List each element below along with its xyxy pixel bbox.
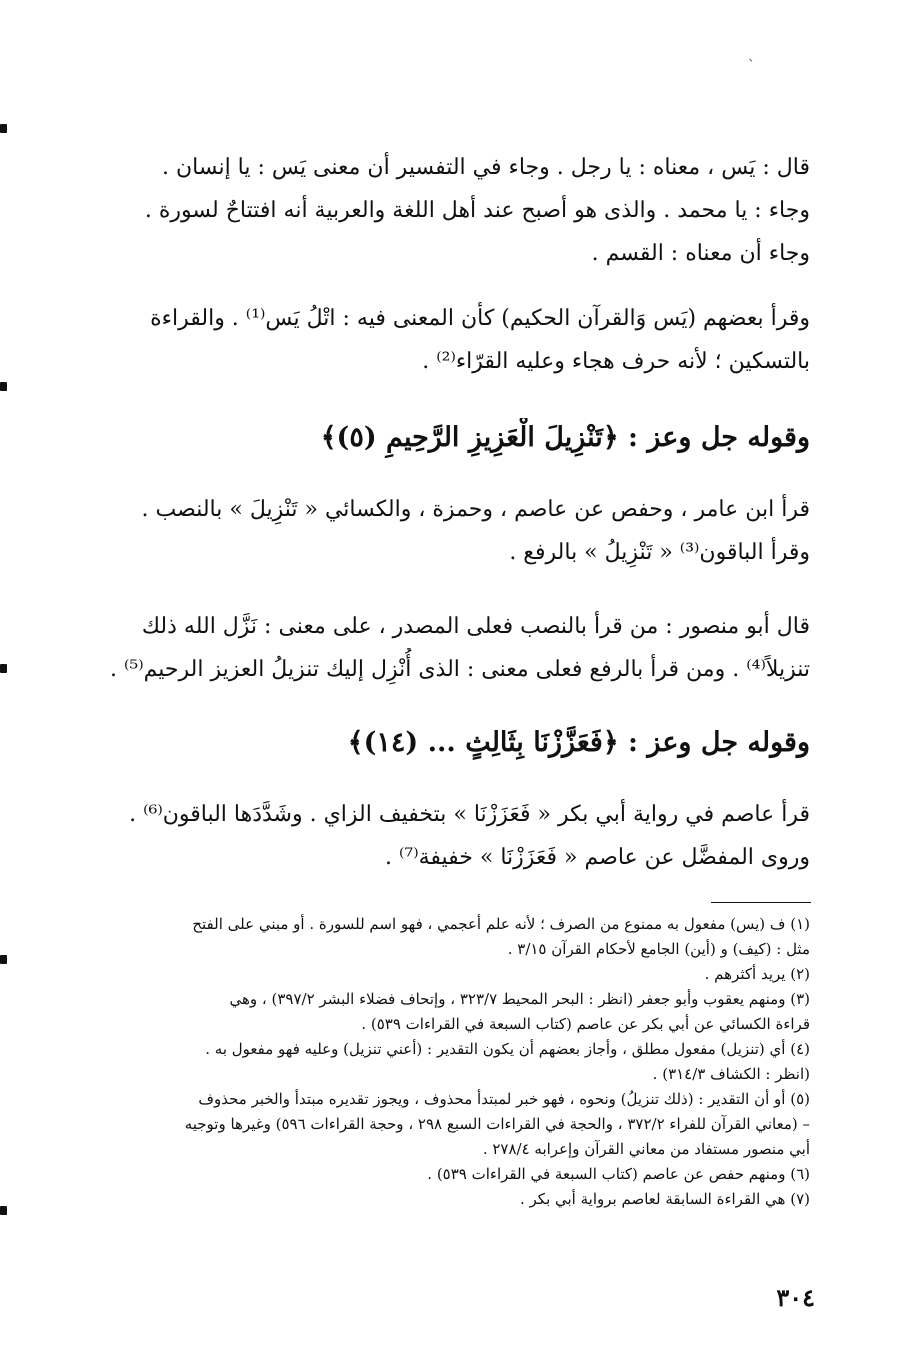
verse-heading-2 [250, 723, 810, 763]
paragraph-5 [104, 793, 810, 879]
verse-heading-1 [200, 418, 810, 458]
text-line: وقرأ الباقون⁽³⁾ « تَنْزِيلُ » بالرفع . [509, 540, 810, 565]
scan-mark [0, 955, 7, 964]
page-number: ٣٠٤ [776, 1283, 815, 1312]
scan-mark [0, 124, 7, 133]
paragraph-3 [104, 488, 810, 574]
scan-mark [0, 664, 7, 673]
text-line: قرأ ابن عامر ، وحفص عن عاصم ، وحمزة ، والكسائي « تَنْزِيلَ » بالنصب . [141, 497, 810, 522]
footnote-line: (٢) يريد أكثرهم . [704, 965, 810, 983]
footnote-line: (٤) أي (تنزيل) مفعول مطلق ، وأجاز بعضهم أن يكون التقدير : (أعني تنزيل) وعليه فهو مفعول به . [205, 1040, 810, 1058]
text-line: وقرأ بعضهم (يَس وَالقرآن الحكيم) كأن المعنى فيه : اتْلُ يَس⁽¹⁾ . والقراءة [150, 306, 810, 331]
scan-mark [0, 1206, 7, 1215]
text-line: قال أبو منصور : من قرأ بالنصب فعلى المصدر ، على معنى : نَزَّل الله ذلك [141, 614, 810, 639]
footnote-line: (١) ف (يس) مفعول به ممنوع من الصرف ؛ لأنه علم أعجمي ، فهو اسم للسورة . أو مبني على الفتح [192, 915, 810, 933]
text-line: تنزيلاً⁽⁴⁾ . ومن قرأ بالرفع فعلى معنى : الذى أُنْزِل إليك تنزيلُ العزيز الرحيم⁽⁵⁾ . [110, 657, 810, 682]
paragraph-1 [104, 146, 810, 275]
text-line: وروى المفضَّل عن عاصم « فَعَزَزْنَا » خفيفة⁽⁷⁾ . [384, 845, 810, 870]
footnote-line: قراءة الكسائي عن أبي بكر عن عاصم (كتاب السبعة في القراءات ٥٣٩) . [361, 1015, 810, 1033]
footnote-line: مثل : (كيف) و (أين) الجامع لأحكام القرآن ٣/١٥ . [507, 940, 810, 958]
verse-line: وقوله جل وعز : ﴿تَنْزِيلَ الْعَزِيزِ الرَّحِيمِ (٥)﴾ [320, 422, 810, 453]
footnote-line: (٣) ومنهم يعقوب وأبو جعفر (انظر : البحر المحيط ٣٢٣/٧ ، وإتحاف فضلاء البشر ٣٩٧/٢) ، وهي [229, 990, 810, 1008]
footnote-line: – (معاني القرآن للفراء ٣٧٢/٢ ، والحجة في القراءات السبع ٢٩٨ ، وحجة القراءات ٥٩٦) وغيرها وتوجيه [184, 1115, 810, 1133]
footnote-line: (٧) هي القراءة السابقة لعاصم برواية أبي بكر . [519, 1190, 810, 1208]
text-line: قال : يَس ، معناه : يا رجل . وجاء في التفسير أن معنى يَس : يا إنسان . [161, 155, 810, 180]
scan-mark [0, 382, 7, 391]
footnote-separator [711, 902, 811, 903]
text-line: وجاء : يا محمد . والذى هو أصبح عند أهل اللغة والعربية أنه افتتاحٌ لسورة . [144, 198, 810, 223]
footnotes [104, 912, 810, 1212]
text-line: وجاء أن معناه : القسم . [591, 241, 810, 266]
paragraph-2 [104, 297, 810, 383]
scan-speck: ` [748, 58, 755, 74]
text-line: بالتسكين ؛ لأنه حرف هجاء وعليه القرّاء⁽²⁾ . [422, 349, 810, 374]
text-line: قرأ عاصم في رواية أبي بكر « فَعَزَزْنَا » بتخفيف الزاي . وشَدَّدَها الباقون⁽⁶⁾ . [129, 802, 810, 827]
verse-line: وقوله جل وعز : ﴿فَعَزَّزْنَا بِثَالِثٍ ... (١٤)﴾ [347, 727, 810, 758]
footnote-line: (٦) ومنهم حفص عن عاصم (كتاب السبعة في القراءات ٥٣٩) . [427, 1165, 810, 1183]
footnote-line: أبي منصور مستفاد من معاني القرآن وإعرابه ٢٧٨/٤ . [482, 1140, 810, 1158]
paragraph-4 [104, 605, 810, 691]
footnote-line: (٥) أو أن التقدير : (ذلك تنزيلُ) ونحوه ، فهو خبر لمبتدأ محذوف ، ويجوز تقديره مبتدأ والخبر محذوف [198, 1090, 810, 1108]
footnote-line: (انظر : الكشاف ٣١٤/٣) . [652, 1065, 810, 1083]
